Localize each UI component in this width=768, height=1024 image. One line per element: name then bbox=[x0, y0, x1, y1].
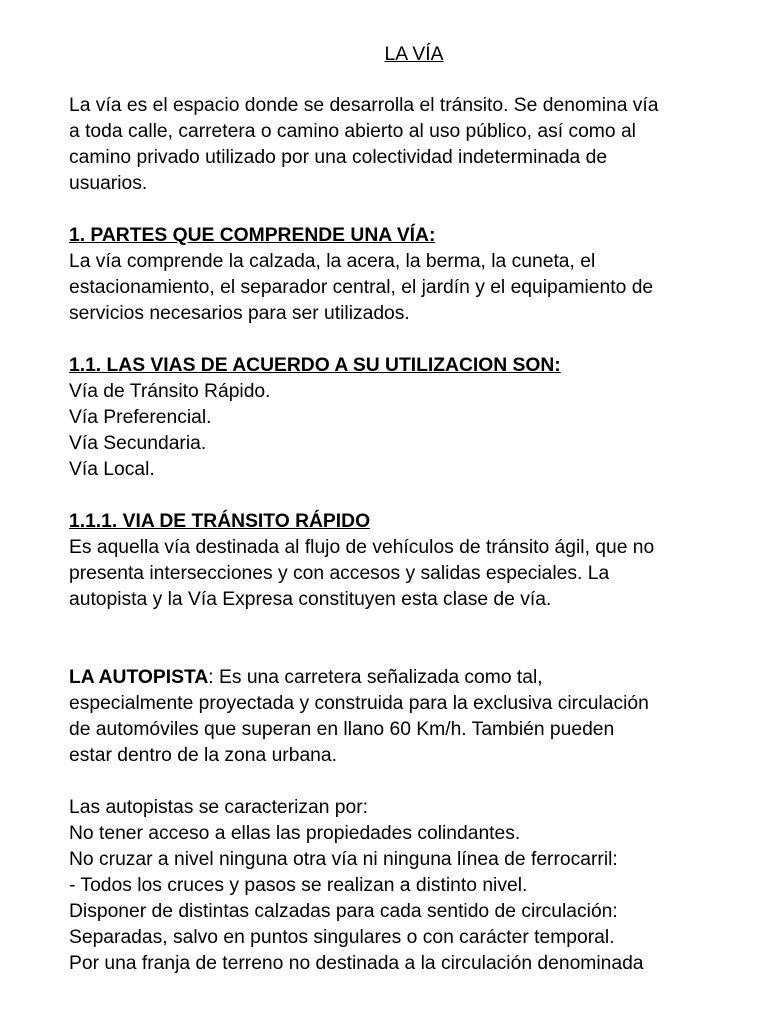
autopista-line: de automóviles que superan en llano 60 Km/h. También pueden bbox=[69, 719, 615, 740]
caracteristicas-line: No cruzar a nivel ninguna otra vía ni ninguna línea de ferrocarril: bbox=[69, 849, 618, 870]
section-1-1-1-heading: 1.1.1. VIA DE TRÁNSITO RÁPIDO bbox=[69, 511, 371, 532]
section-1-heading: 1. PARTES QUE COMPRENDE UNA VÍA: bbox=[69, 225, 436, 246]
spacer bbox=[69, 769, 759, 795]
section-1-1-1-line: Es aquella vía destinada al flujo de vehículos de tránsito ágil, que no bbox=[69, 537, 655, 558]
page-title: LA VÍA bbox=[384, 44, 444, 65]
caracteristicas-line: - Todos los cruces y pasos se realizan a distinto nivel. bbox=[69, 875, 528, 896]
intro-paragraph bbox=[69, 93, 759, 197]
intro-line: a toda calle, carretera o camino abierto al uso público, así como al bbox=[69, 121, 636, 142]
spacer bbox=[69, 483, 759, 509]
via-type-item: Vía Preferencial. bbox=[69, 407, 212, 428]
section-1-1 bbox=[69, 353, 759, 483]
spacer bbox=[69, 197, 759, 223]
section-1-1-1-line: presenta intersecciones y con accesos y salidas especiales. La bbox=[69, 563, 610, 584]
caracteristicas-line: Separadas, salvo en puntos singulares o con carácter temporal. bbox=[69, 927, 615, 948]
caracteristicas-line: Por una franja de terreno no destinada a la circulación denominada bbox=[69, 953, 644, 974]
autopista-first-line bbox=[69, 665, 759, 691]
section-1-line: servicios necesarios para ser utilizados. bbox=[69, 303, 410, 324]
via-type-item: Vía de Tránsito Rápido. bbox=[69, 381, 271, 402]
intro-line: usuarios. bbox=[69, 173, 148, 194]
intro-line: camino privado utilizado por una colectividad indeterminada de bbox=[69, 147, 608, 168]
via-type-item: Vía Secundaria. bbox=[69, 433, 207, 454]
autopista-term: LA AUTOPISTA bbox=[69, 667, 209, 688]
section-1-1-1-line: autopista y la Vía Expresa constituyen esta clase de vía. bbox=[69, 589, 552, 610]
section-1-1-1 bbox=[69, 509, 759, 613]
section-1-line: estacionamiento, el separador central, el jardín y el equipamiento de bbox=[69, 277, 654, 298]
autopista-line: especialmente proyectada y construida para la exclusiva circulación bbox=[69, 693, 649, 714]
document-page bbox=[69, 42, 759, 977]
section-1-1-heading: 1.1. LAS VIAS DE ACUERDO A SU UTILIZACION SON: bbox=[69, 355, 561, 376]
spacer bbox=[69, 327, 759, 353]
section-1 bbox=[69, 223, 759, 327]
spacer bbox=[69, 613, 759, 665]
caracteristicas-line: Disponer de distintas calzadas para cada sentido de circulación: bbox=[69, 901, 618, 922]
autopista-paragraph bbox=[69, 665, 759, 769]
intro-line: La vía es el espacio donde se desarrolla el tránsito. Se denomina vía bbox=[69, 95, 659, 116]
via-type-item: Vía Local. bbox=[69, 459, 155, 480]
section-1-line: La vía comprende la calzada, la acera, la berma, la cuneta, el bbox=[69, 251, 596, 272]
caracteristicas-paragraph bbox=[69, 795, 759, 977]
autopista-definition-start: : Es una carretera señalizada como tal, bbox=[208, 667, 543, 688]
caracteristicas-line: Las autopistas se caracterizan por: bbox=[69, 797, 369, 818]
caracteristicas-line: No tener acceso a ellas las propiedades colindantes. bbox=[69, 823, 521, 844]
autopista-line: estar dentro de la zona urbana. bbox=[69, 745, 337, 766]
